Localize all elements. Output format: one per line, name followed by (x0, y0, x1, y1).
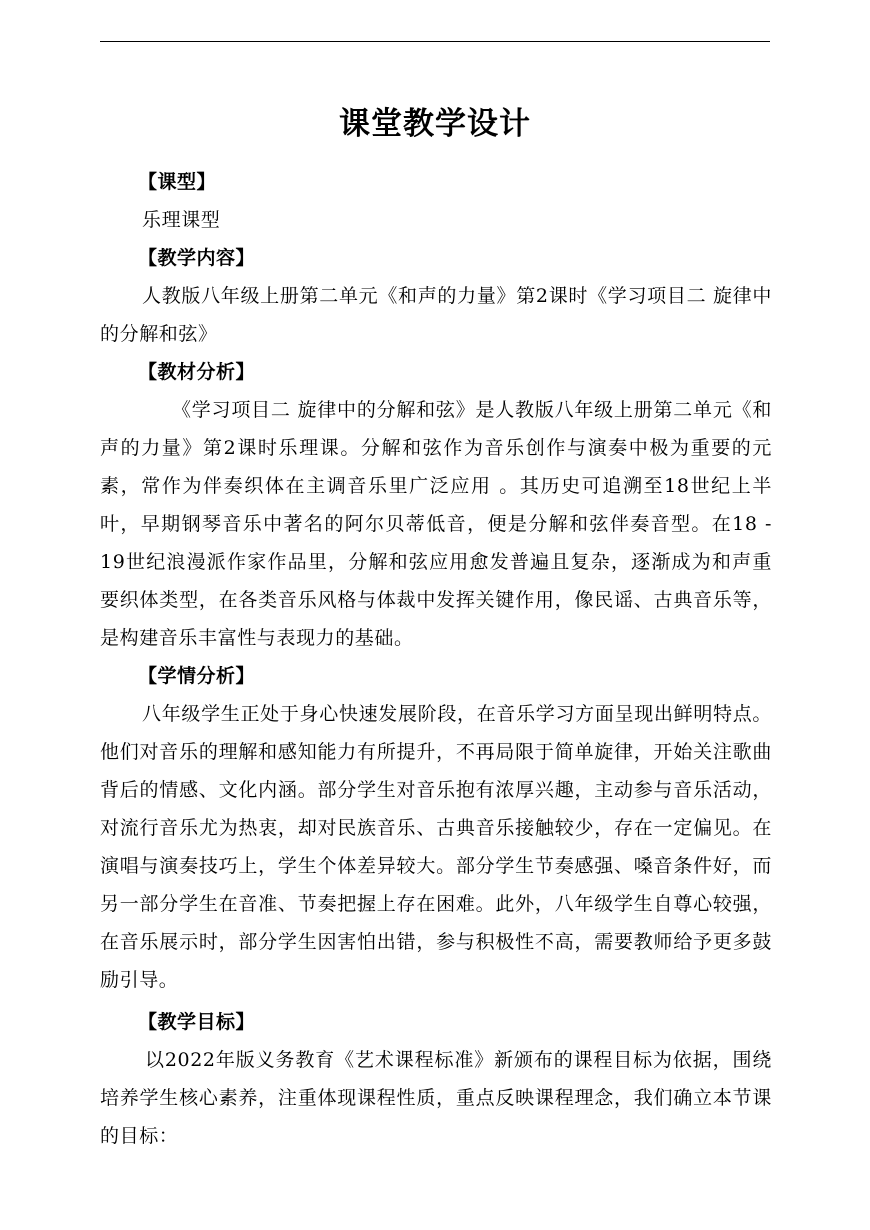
section-teaching-content (100, 239, 772, 353)
section-heading-teaching-content: 【教学内容】 (138, 247, 256, 269)
section-material-analysis (100, 353, 772, 657)
section-text-lesson-type: 乐理课型 (142, 209, 221, 231)
section-text-student-analysis: 八年级学生正处于身心快速发展阶段，在音乐学习方面呈现出鲜明特点。他们对音乐的理解和感知能力有所提升，不再局限于简单旋律，开始关注歌曲背后的情感、文化内涵。部分学生对音乐抱有浓厚兴趣，主动参与音乐活动，对流行音乐尤为热衷，却对民族音乐、古典音乐接触较少，存在一定偏见。在演唱与演奏技巧上，学生个体差异较大。部分学生节奏感强、嗓音条件好，而另一部分学生在音准、节奏把握上存在困难。此外，八年级学生自尊心较强，在音乐展示时，部分学生因害怕出错，参与积极性不高，需要教师给予更多鼓励引导。 (100, 703, 772, 991)
section-heading-lesson-type: 【课型】 (138, 171, 217, 193)
section-text-teaching-content: 人教版八年级上册第二单元《和声的力量》第2课时《学习项目二 旋律中的分解和弦》 (100, 285, 772, 345)
section-text-teaching-goals: 以2022年版义务教育《艺术课程标准》新颁布的课程目标为依据，围绕培养学生核心素养，注重体现课程性质，重点反映课程理念，我们确立本节课的目标： (100, 1049, 772, 1147)
section-heading-student-analysis: 【学情分析】 (138, 665, 256, 687)
header-rule (100, 41, 770, 42)
section-teaching-goals (100, 1003, 772, 1155)
section-student-analysis (100, 657, 772, 999)
section-heading-teaching-goals: 【教学目标】 (138, 1011, 256, 1033)
section-text-material-analysis: 《学习项目二 旋律中的分解和弦》是人教版八年级上册第二单元《和声的力量》第2课时乐理课。分解和弦作为音乐创作与演奏中极为重要的元素，常作为伴奏织体在主调音乐里广泛应用 。其历史可追溯至18世纪上半叶，早期钢琴音乐中著名的阿尔贝蒂低音，便是分解和弦伴奏音型。在18 - 19世纪浪漫派作家作品里，分解和弦应用愈发普遍且复杂，逐渐成为和声重要织体类型，在各类音乐风格与体裁中发挥关键作用，像民谣、古典音乐等，是构建音乐丰富性与表现力的基础。 (100, 399, 772, 649)
section-heading-material-analysis: 【教材分析】 (138, 361, 256, 383)
page-title: 课堂教学设计 (339, 105, 531, 142)
document-body (100, 163, 772, 1155)
section-lesson-type (100, 163, 772, 239)
